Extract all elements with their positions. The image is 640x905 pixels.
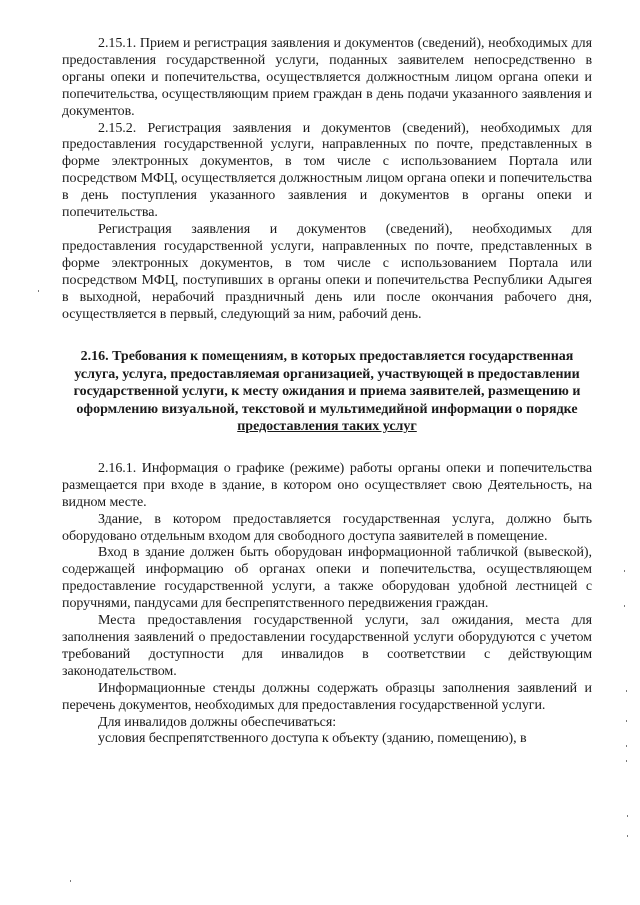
section-heading-text: 2.16. Требования к помещениям, в которых предоставляется государственная услуга, услуга, предоставляемая организацией, участвующей в предоставлении государственной услуги, к месту ожидания и приема заявителей, размещению и оформлению визуальной, текстовой и мультимедийной информации о порядке: [73, 349, 581, 417]
paragraph-info-stands: Информационные стенды должны содержать образцы заполнения заявлений и перечень документов, необходимых для предоставления государственной услуги.: [62, 680, 592, 713]
paragraph-2-15-1: 2.15.1. Прием и регистрация заявления и документов (сведений), необходимых для предоставления государственной услуги, поданных заявителем непосредственно в органы опеки и попечительства, осуществляется должностным лицом органа опеки и попечительства, осуществляющим прием граждан в день подачи указанного заявления и документов.: [62, 36, 592, 119]
section-heading-underlined-tail: предоставления таких услуг: [237, 419, 417, 435]
document-page: [62, 36, 592, 748]
paragraph-accessibility-places: Места предоставления государственной услуги, зал ожидания, места для заполнения заявлений о предоставлении государственной услуги оборудуются с учетом требований доступности для инвалидов в соответствии с действующим законодательством.: [62, 613, 592, 679]
paragraph-entrance-signage: Вход в здание должен быть оборудован информационной табличкой (вывеской), содержащей информацию об органах опеки и попечительства, осуществляющем предоставление государственной услуги, а также оборудован удобной лестницей с поручнями, пандусами для беспрепятственного передвижения граждан.: [62, 545, 592, 612]
paragraph-access-conditions: условия беспрепятственного доступа к объекту (зданию, помещению), в: [98, 731, 527, 747]
paragraph-registration-weekend: Регистрация заявления и документов (сведений), необходимых для предоставления государственной услуги, направленных по почте, представленных в форме электронных документов, в том числе с использованием Портала или посредством МФЦ, поступивших в органы опеки и попечительства Республики Адыгея в выходной, нерабочий праздничный день или после окончания рабочего дня, осуществляется в первый, следующий за ним, рабочий день.: [62, 221, 592, 322]
paragraph-2-16-1: 2.16.1. Информация о графике (режиме) работы органы опеки и попечительства размещается при входе в здание, в котором оно осуществляет свою Деятельность, на видном месте.: [62, 460, 592, 510]
paragraph-separate-entrance: Здание, в котором предоставляется государственная услуга, должно быть оборудовано отдельным входом для свободного доступа заявителей в помещение.: [62, 511, 592, 544]
paragraph-disabled-provisions: Для инвалидов должны обеспечиваться:: [98, 714, 337, 730]
section-heading-2-16: [62, 348, 592, 436]
paragraph-2-15-2: 2.15.2. Регистрация заявления и документов (сведений), необходимых для предоставления государственной услуги, направленных по почте, представленных в форме электронных документов, в том числе с использованием Портала или посредством МФЦ, осуществляется должностным лицом органа опеки и попечительства в день поступления указанного заявления и документов в органы опеки и попечительства.: [62, 120, 592, 221]
